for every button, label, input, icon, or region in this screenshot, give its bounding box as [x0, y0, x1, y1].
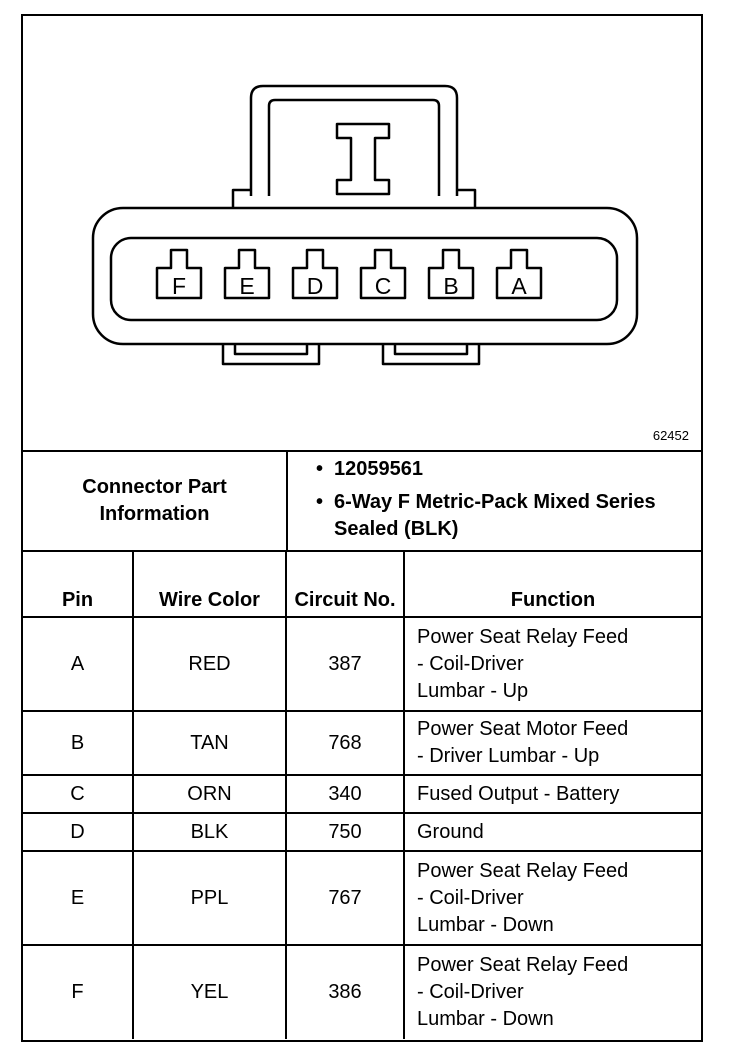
- cavity-a: [497, 250, 541, 299]
- function-line: - Coil-Driver: [417, 981, 524, 1003]
- bottom-tab-right-inner: [395, 344, 467, 354]
- wire-color-cell: PPL: [133, 851, 286, 945]
- cavity-d: [293, 250, 337, 299]
- circuit-cell: 340: [286, 775, 404, 813]
- connector-info-label-line2: Information: [99, 503, 210, 525]
- cavity-label: D: [306, 273, 324, 299]
- pin-row-f: [23, 945, 701, 1039]
- cavity-label: A: [511, 273, 527, 299]
- circuit-cell: 750: [286, 813, 404, 851]
- connector-info-label-line1: Connector Part: [82, 476, 227, 498]
- function-cell: [404, 711, 701, 775]
- pin-cell: E: [23, 851, 133, 945]
- wire-color-cell: TAN: [133, 711, 286, 775]
- function-line: - Coil-Driver: [417, 886, 524, 909]
- function-cell: [404, 813, 701, 851]
- function-line: Power Seat Relay Feed: [417, 625, 629, 648]
- header-wire-color: Wire Color: [133, 552, 286, 617]
- wire-color-cell: YEL: [133, 945, 286, 1039]
- latch-housing-outer: [251, 86, 457, 196]
- pin-cell: A: [23, 617, 133, 711]
- pin-cell: C: [23, 775, 133, 813]
- cavity-label: E: [239, 273, 255, 299]
- cavity-c: [361, 250, 405, 299]
- pin-cell: D: [23, 813, 133, 851]
- connector-info-label: [23, 452, 288, 550]
- pin-row-d: [23, 813, 701, 851]
- latch-i-shape: [337, 124, 389, 194]
- function-line: Power Seat Motor Feed: [417, 718, 629, 740]
- cavity-group: [157, 250, 541, 299]
- header-function: Function: [404, 552, 701, 617]
- pin-table-header-row: [23, 552, 701, 617]
- function-cell: [404, 617, 701, 711]
- connector-sheet: [21, 14, 703, 1042]
- function-line: Ground: [417, 820, 484, 843]
- function-line: - Driver Lumbar - Up: [417, 745, 600, 767]
- function-line: Lumbar - Down: [417, 913, 554, 936]
- function-line: Lumbar - Down: [417, 1008, 554, 1030]
- cavity-e: [225, 250, 269, 299]
- cavity-label: F: [171, 273, 187, 299]
- header-circuit: [286, 552, 404, 617]
- wire-color-cell: RED: [133, 617, 286, 711]
- cavity-label: B: [443, 273, 459, 299]
- header-circuit-line2: No.: [363, 589, 396, 611]
- header-pin: Pin: [23, 552, 133, 617]
- cavity-f: [157, 250, 201, 299]
- latch-housing-inner: [269, 100, 439, 196]
- figure-number: 62452: [652, 428, 689, 443]
- right-shoulder: [457, 190, 475, 208]
- connector-description: • 6-Way F Metric-Pack Mixed Series Sealed (BLK): [288, 489, 698, 543]
- left-shoulder: [233, 190, 251, 208]
- wire-color-cell: ORN: [133, 775, 286, 813]
- function-line: Power Seat Relay Feed: [417, 859, 629, 882]
- bottom-tab-left-inner: [235, 344, 307, 354]
- connector-part-number: • 12059561: [288, 456, 698, 483]
- circuit-cell: 767: [286, 851, 404, 945]
- connector-drawing: [23, 16, 701, 450]
- pin-row-c: [23, 775, 701, 813]
- function-line: Lumbar - Up: [417, 679, 529, 702]
- pin-cell: B: [23, 711, 133, 775]
- connector-info-list: [288, 456, 698, 543]
- connector-part-info: [23, 452, 701, 552]
- pin-row-a: [23, 617, 701, 711]
- circuit-cell: 387: [286, 617, 404, 711]
- function-line: - Coil-Driver: [417, 652, 524, 675]
- pin-row-e: [23, 851, 701, 945]
- circuit-cell: 386: [286, 945, 404, 1039]
- pin-table: [23, 552, 701, 1039]
- function-line: Power Seat Relay Feed: [417, 954, 629, 976]
- cavity-b: [429, 250, 473, 299]
- function-cell: [404, 775, 701, 813]
- function-cell: [404, 851, 701, 945]
- connector-diagram: [23, 16, 701, 452]
- header-circuit-line1: Circuit: [294, 589, 358, 611]
- pin-row-b: [23, 711, 701, 775]
- function-cell: [404, 945, 701, 1039]
- function-line: Fused Output - Battery: [417, 782, 620, 805]
- pin-cell: F: [23, 945, 133, 1039]
- circuit-cell: 768: [286, 711, 404, 775]
- wire-color-cell: BLK: [133, 813, 286, 851]
- cavity-label: C: [374, 273, 392, 299]
